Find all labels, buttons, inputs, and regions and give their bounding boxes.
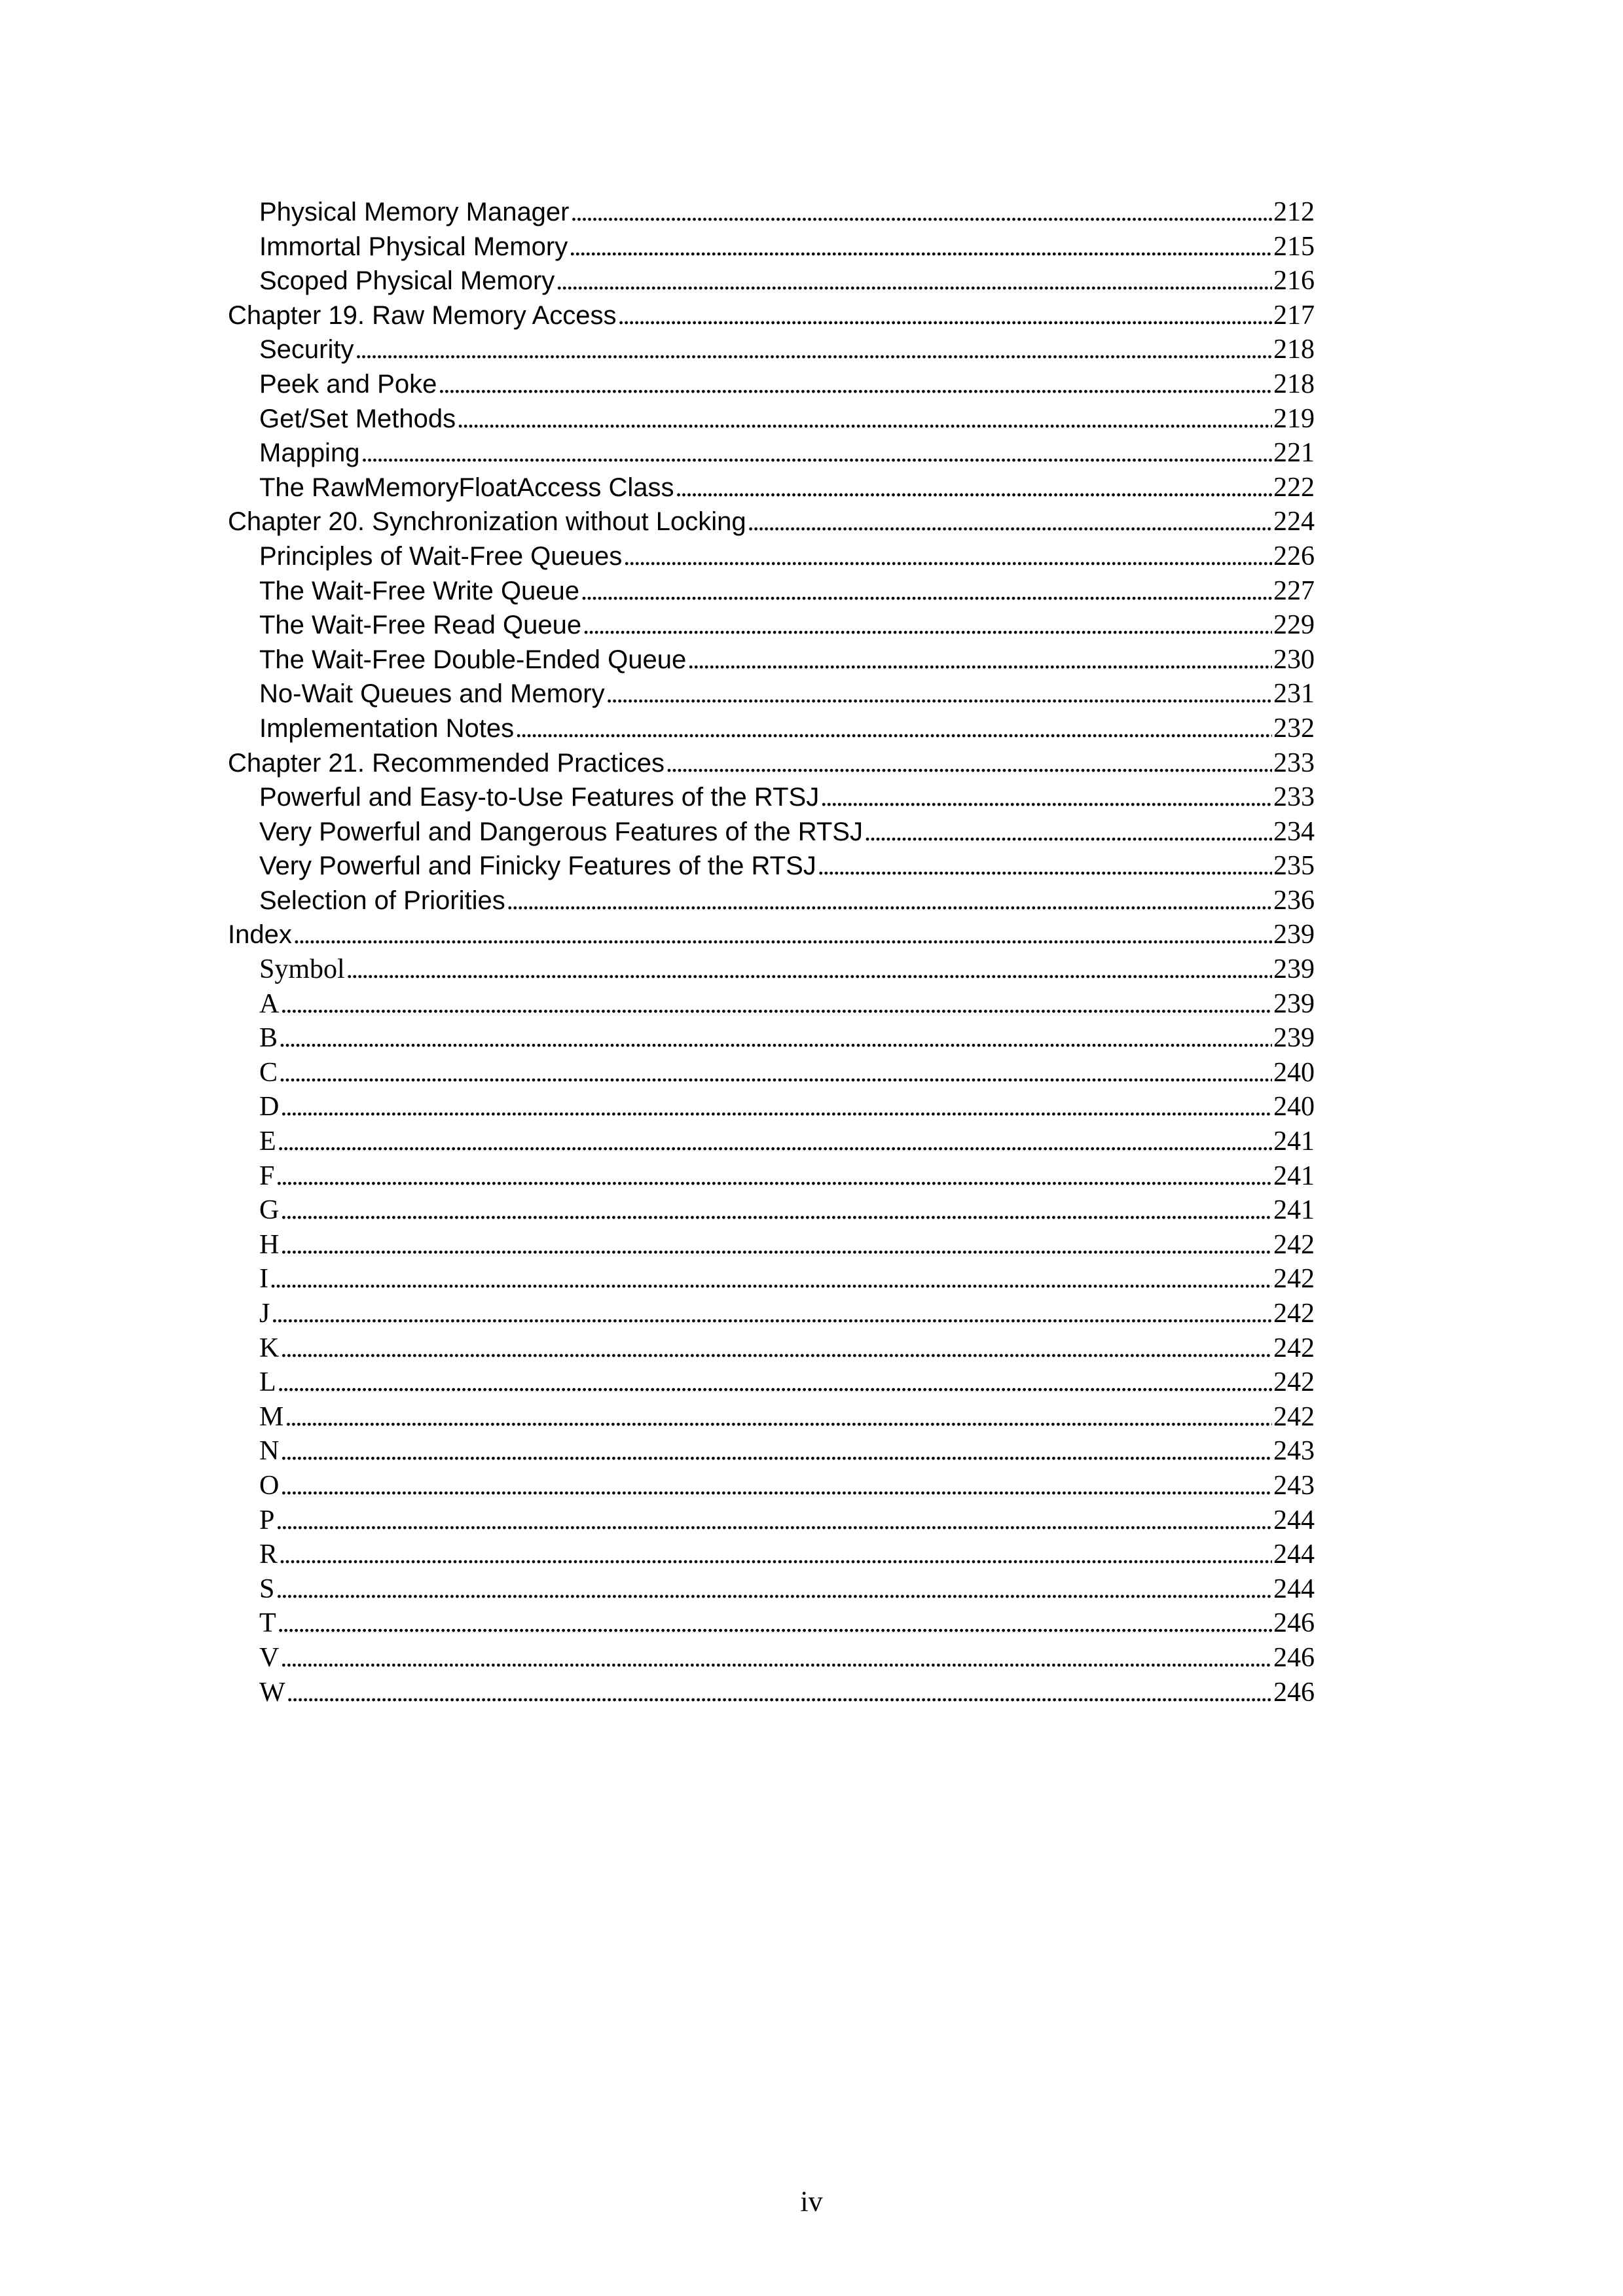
toc-entry-page-number: 224 (1273, 507, 1315, 537)
toc-entry-page-number: 235 (1273, 851, 1315, 882)
toc-section-entry[interactable] (228, 1194, 1315, 1229)
dot-leader (556, 265, 1272, 296)
toc-entry-page-number: 236 (1273, 885, 1315, 916)
toc-chapter-entry[interactable] (228, 919, 1315, 954)
toc-entry-page-number: 242 (1273, 1229, 1315, 1260)
toc-section-entry[interactable] (228, 1022, 1315, 1057)
toc-entry-title: N (259, 1436, 280, 1467)
dot-leader (581, 575, 1272, 606)
toc-entry-page-number: 241 (1273, 1195, 1315, 1226)
toc-section-entry[interactable] (228, 816, 1315, 851)
toc-entry-title: L (259, 1367, 276, 1398)
toc-entry-title: Chapter 20. Synchronization without Locking (228, 507, 746, 537)
dot-leader (457, 403, 1272, 434)
dot-leader (676, 472, 1273, 503)
dot-leader (287, 1677, 1272, 1708)
toc-entry-page-number: 240 (1273, 1092, 1315, 1122)
dot-leader (438, 368, 1272, 399)
dot-leader (361, 437, 1272, 468)
toc-section-entry[interactable] (228, 1091, 1315, 1126)
toc-entry-page-number: 233 (1273, 782, 1315, 813)
dot-leader (276, 1160, 1272, 1191)
dot-leader (280, 1435, 1272, 1466)
dot-leader (276, 1505, 1272, 1535)
toc-entry-title: The Wait-Free Double-Ended Queue (259, 645, 687, 674)
dot-leader (278, 1367, 1272, 1397)
dot-leader (515, 713, 1272, 744)
dot-leader (346, 954, 1272, 984)
toc-entry-page-number: 219 (1273, 403, 1315, 434)
toc-section-entry[interactable] (228, 885, 1315, 920)
dot-leader (271, 1298, 1272, 1329)
toc-section-entry[interactable] (228, 265, 1315, 300)
toc-entry-title: W (259, 1677, 285, 1708)
dot-leader (280, 1333, 1272, 1363)
toc-entry-title: Get/Set Methods (259, 404, 456, 433)
dot-leader (618, 300, 1272, 331)
dot-leader (270, 1263, 1272, 1294)
toc-entry-title: Powerful and Easy-to-Use Features of the RTSJ (259, 783, 820, 812)
toc-entry-title: B (259, 1023, 278, 1054)
toc-entry-page-number: 230 (1273, 644, 1315, 675)
dot-leader (280, 1229, 1272, 1260)
dot-leader (279, 1057, 1272, 1088)
toc-entry-page-number: 221 (1273, 438, 1315, 469)
dot-leader (276, 1573, 1272, 1604)
toc-section-entry[interactable] (228, 1435, 1315, 1470)
toc-entry-page-number: 242 (1273, 1333, 1315, 1363)
toc-entry-page-number: 244 (1273, 1505, 1315, 1535)
toc-entry-title: Symbol (259, 954, 345, 985)
toc-entry-page-number: 239 (1273, 988, 1315, 1019)
toc-entry-title: Very Powerful and Finicky Features of the RTSJ (259, 852, 816, 881)
toc-entry-page-number: 242 (1273, 1299, 1315, 1329)
toc-entry-page-number: 246 (1273, 1608, 1315, 1639)
toc-section-entry[interactable] (228, 713, 1315, 747)
toc-section-entry[interactable] (228, 1470, 1315, 1505)
dot-leader (293, 919, 1272, 950)
dot-leader (278, 1607, 1272, 1638)
toc-section-entry[interactable] (228, 1677, 1315, 1712)
toc-section-entry[interactable] (228, 437, 1315, 472)
toc-chapter-entry[interactable] (228, 747, 1315, 782)
toc-section-entry[interactable] (228, 609, 1315, 644)
toc-entry-title: J (259, 1299, 270, 1329)
toc-entry-page-number: 239 (1273, 954, 1315, 985)
dot-leader (818, 850, 1272, 881)
toc-entry-title: D (259, 1092, 280, 1122)
toc-entry-page-number: 240 (1273, 1057, 1315, 1088)
toc-entry-page-number: 218 (1273, 334, 1315, 365)
dot-leader (280, 1642, 1272, 1673)
toc-section-entry[interactable] (228, 403, 1315, 438)
toc-section-entry[interactable] (228, 1057, 1315, 1092)
dot-leader (569, 231, 1272, 262)
toc-section-entry[interactable] (228, 850, 1315, 885)
toc-entry-page-number: 229 (1273, 610, 1315, 641)
toc-section-entry[interactable] (228, 678, 1315, 713)
toc-section-entry[interactable] (228, 1367, 1315, 1401)
toc-section-entry[interactable] (228, 1539, 1315, 1573)
toc-entry-page-number: 244 (1273, 1573, 1315, 1604)
dot-leader (280, 988, 1272, 1019)
toc-entry-title: E (259, 1126, 276, 1157)
dot-leader (280, 1091, 1272, 1122)
toc-entry-page-number: 239 (1273, 1023, 1315, 1054)
toc-chapter-entry[interactable] (228, 300, 1315, 334)
toc-entry-page-number: 233 (1273, 747, 1315, 778)
toc-section-entry[interactable] (228, 1607, 1315, 1642)
toc-entry-page-number: 242 (1273, 1264, 1315, 1295)
toc-entry-page-number: 218 (1273, 368, 1315, 399)
toc-entry-title: Index (228, 920, 292, 950)
dot-leader (820, 781, 1272, 812)
toc-entry-page-number: 241 (1273, 1126, 1315, 1157)
toc-entry-title: Immortal Physical Memory (259, 232, 568, 261)
toc-entry-page-number: 243 (1273, 1470, 1315, 1501)
toc-entry-page-number: 215 (1273, 231, 1315, 262)
toc-entry-title: M (259, 1401, 284, 1432)
toc-section-entry[interactable] (228, 1298, 1315, 1333)
dot-leader (864, 816, 1272, 847)
toc-entry-page-number: 246 (1273, 1642, 1315, 1673)
dot-leader (279, 1022, 1272, 1053)
toc-section-entry[interactable] (228, 231, 1315, 266)
toc-section-entry[interactable] (228, 1333, 1315, 1367)
toc-entry-title: Principles of Wait-Free Queues (259, 541, 623, 571)
toc-entry-page-number: 244 (1273, 1539, 1315, 1570)
toc-entry-page-number: 239 (1273, 920, 1315, 950)
dot-leader (279, 1539, 1272, 1570)
toc-entry-page-number: 242 (1273, 1401, 1315, 1432)
toc-entry-title: Chapter 21. Recommended Practices (228, 748, 665, 778)
toc-section-entry[interactable] (228, 1263, 1315, 1298)
toc-section-entry[interactable] (228, 196, 1315, 231)
toc-entry-page-number: 216 (1273, 266, 1315, 296)
toc-chapter-entry[interactable] (228, 506, 1315, 541)
toc-section-entry[interactable] (228, 1573, 1315, 1608)
dot-leader (507, 885, 1272, 916)
dot-leader (285, 1401, 1272, 1432)
toc-entry-title: I (259, 1264, 268, 1295)
dot-leader (748, 506, 1272, 537)
toc-section-entry[interactable] (228, 472, 1315, 507)
toc-section-entry[interactable] (228, 1401, 1315, 1436)
toc-entry-title: Selection of Priorities (259, 886, 505, 915)
toc-entry-title: Scoped Physical Memory (259, 266, 555, 296)
toc-entry-page-number: 232 (1273, 713, 1315, 744)
toc-entry-title: F (259, 1160, 275, 1191)
toc-section-entry[interactable] (228, 1126, 1315, 1160)
toc-section-entry[interactable] (228, 575, 1315, 610)
dot-leader (666, 747, 1272, 778)
toc-entry-title: A (259, 988, 280, 1019)
dot-leader (606, 678, 1272, 709)
toc-entry-title: The Wait-Free Write Queue (259, 576, 580, 605)
toc-entry-title: Implementation Notes (259, 713, 515, 743)
toc-section-entry[interactable] (228, 334, 1315, 368)
toc-section-entry[interactable] (228, 954, 1315, 988)
toc-section-entry[interactable] (228, 644, 1315, 679)
toc-entry-title: S (259, 1573, 275, 1604)
toc-entry-title: Mapping (259, 439, 360, 468)
toc-section-entry[interactable] (228, 541, 1315, 575)
toc-section-entry[interactable] (228, 781, 1315, 816)
toc-entry-title: Peek and Poke (259, 369, 437, 399)
toc-section-entry[interactable] (228, 988, 1315, 1023)
toc-entry-title: K (259, 1333, 280, 1363)
toc-entry-page-number: 226 (1273, 541, 1315, 571)
toc-entry-page-number: 234 (1273, 816, 1315, 847)
toc-entry-title: The Wait-Free Read Queue (259, 611, 582, 640)
toc-entry-title: C (259, 1057, 278, 1088)
dot-leader (280, 1470, 1272, 1501)
toc-entry-page-number: 246 (1273, 1677, 1315, 1708)
dot-leader (280, 1194, 1272, 1225)
toc-entry-page-number: 243 (1273, 1436, 1315, 1467)
toc-section-entry[interactable] (228, 1229, 1315, 1264)
toc-entry-page-number: 242 (1273, 1367, 1315, 1398)
toc-entry-title: P (259, 1505, 275, 1535)
toc-entry-title: Security (259, 335, 354, 365)
toc-section-entry[interactable] (228, 1642, 1315, 1677)
dot-leader (583, 609, 1272, 640)
toc-entry-title: T (259, 1608, 276, 1639)
toc-entry-title: No-Wait Queues and Memory (259, 679, 605, 709)
toc-entry-page-number: 241 (1273, 1160, 1315, 1191)
toc-entry-title: R (259, 1539, 278, 1570)
page-number: iv (800, 2185, 823, 2217)
dot-leader (687, 644, 1272, 675)
toc-entry-title: Very Powerful and Dangerous Features of the RTSJ (259, 817, 863, 846)
toc-entry-title: O (259, 1470, 280, 1501)
toc-section-entry[interactable] (228, 1160, 1315, 1195)
dot-leader (278, 1126, 1272, 1157)
toc-section-entry[interactable] (228, 1505, 1315, 1539)
table-of-contents (228, 196, 1315, 1711)
dot-leader (356, 334, 1273, 365)
toc-entry-title: V (259, 1642, 280, 1673)
toc-entry-title: The RawMemoryFloatAccess Class (259, 473, 674, 502)
toc-entry-page-number: 227 (1273, 575, 1315, 606)
toc-entry-page-number: 217 (1273, 300, 1315, 331)
toc-entry-title: Physical Memory Manager (259, 198, 570, 226)
toc-entry-title: H (259, 1229, 280, 1260)
toc-entry-title: Chapter 19. Raw Memory Access (228, 300, 617, 330)
dot-leader (623, 541, 1272, 571)
toc-entry-page-number: 222 (1273, 472, 1315, 503)
toc-section-entry[interactable] (228, 368, 1315, 403)
toc-entry-title: G (259, 1195, 280, 1226)
toc-entry-page-number: 231 (1273, 679, 1315, 709)
dot-leader (571, 196, 1273, 227)
toc-entry-page-number: 212 (1273, 197, 1315, 227)
